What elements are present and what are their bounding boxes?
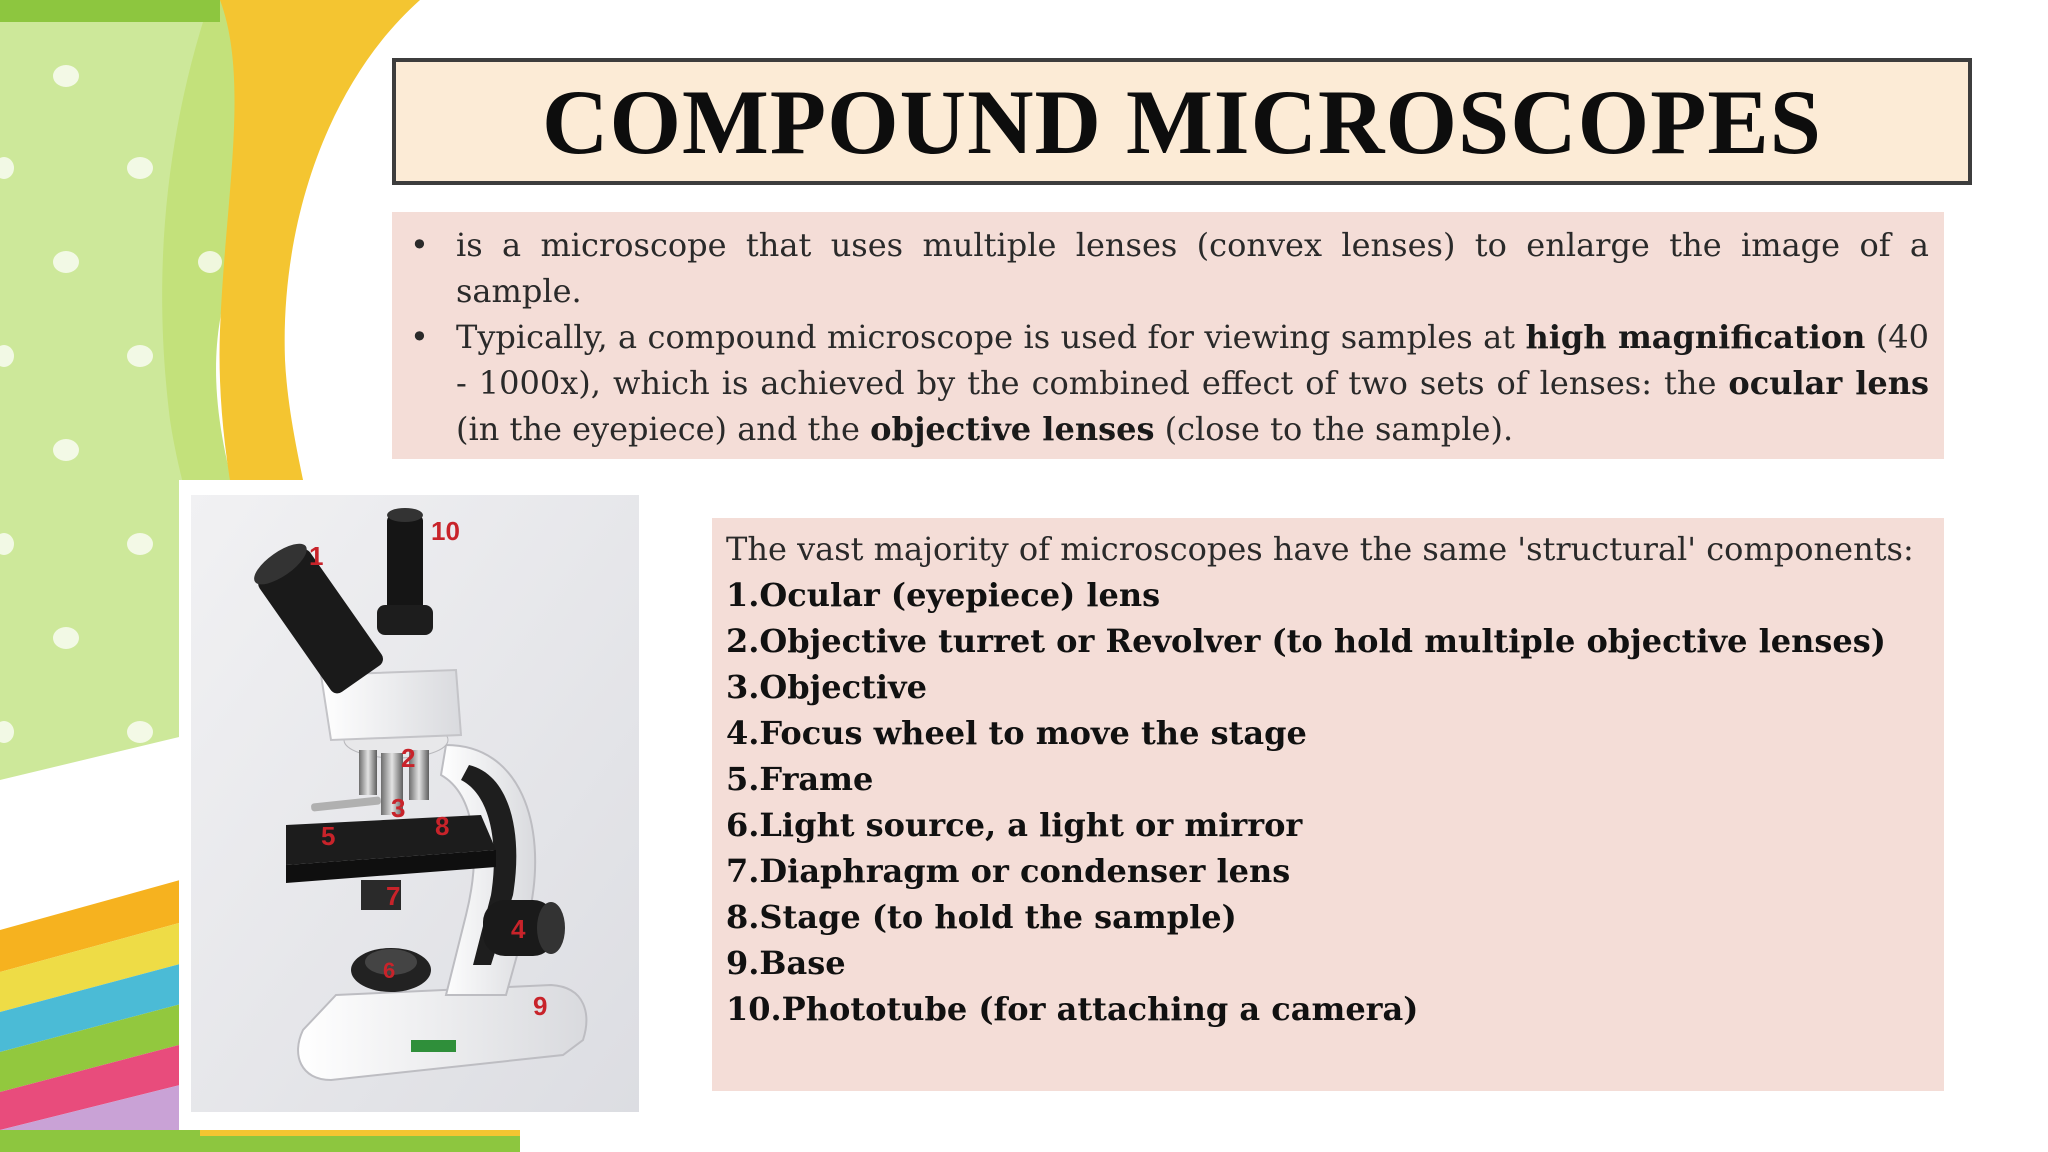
bullet-bold-text: objective lenses xyxy=(870,410,1155,448)
definition-bullet xyxy=(402,222,1929,314)
bullet-dot-icon: • xyxy=(410,226,429,264)
bullet-text: (close to the sample). xyxy=(1154,410,1514,448)
bullet-text: is a microscope that uses multiple lenses (convex lenses) to enlarge the image of a sample. xyxy=(456,226,1929,310)
microscope-illustration xyxy=(191,495,639,1112)
photo-label-6: 6 xyxy=(383,958,396,983)
bullet-text: Typically, a compound microscope is used for viewing samples at xyxy=(456,318,1526,356)
photo-label-3: 3 xyxy=(391,793,406,823)
photo-label-5: 5 xyxy=(321,821,336,851)
photo-label-1: 1 xyxy=(309,541,324,571)
microscope-photo-frame xyxy=(179,480,657,1130)
definition-panel xyxy=(392,212,1944,459)
photo-label-7: 7 xyxy=(386,881,401,911)
title-box xyxy=(392,58,1972,185)
list-item: 6.Light source, a light or mirror xyxy=(726,806,1303,844)
photo-label-10: 10 xyxy=(431,516,460,546)
bullet-bold-text: high magnification xyxy=(1525,318,1866,356)
list-item: 5.Frame xyxy=(726,760,874,798)
list-item: 10.Phototube (for attaching a camera) xyxy=(726,990,1419,1028)
list-item: 2.Objective turret or Revolver (to hold multiple objective lenses) xyxy=(726,622,1886,660)
list-item: 8.Stage (to hold the sample) xyxy=(726,898,1237,936)
bullet-text: (40 - 1000x), which is achieved by the combined effect of two sets of lenses: the xyxy=(456,318,1930,402)
list-item: 1.Ocular (eyepiece) lens xyxy=(726,576,1161,614)
list-item: 3.Objective xyxy=(726,668,927,706)
list-item: 9.Base xyxy=(726,944,846,982)
bullet-dot-icon: • xyxy=(410,318,429,356)
components-list xyxy=(726,572,1930,1032)
photo-label-8: 8 xyxy=(435,811,450,841)
photo-label-2: 2 xyxy=(401,743,416,773)
photo-label-4: 4 xyxy=(511,914,526,944)
slide-title: COMPOUND MICROSCOPES xyxy=(542,70,1822,173)
components-intro: The vast majority of microscopes have the same 'structural' components: xyxy=(726,530,1914,568)
photo-label-9: 9 xyxy=(533,991,548,1021)
list-item: 4.Focus wheel to move the stage xyxy=(726,714,1307,752)
bullet-bold-text: ocular lens xyxy=(1728,364,1930,402)
bullet-text: (in the eyepiece) and the xyxy=(456,410,871,448)
list-item: 7.Diaphragm or condenser lens xyxy=(726,852,1291,890)
components-panel xyxy=(712,518,1944,1091)
pencil-stripes xyxy=(0,880,200,1152)
magnification-bullet xyxy=(402,314,1929,452)
